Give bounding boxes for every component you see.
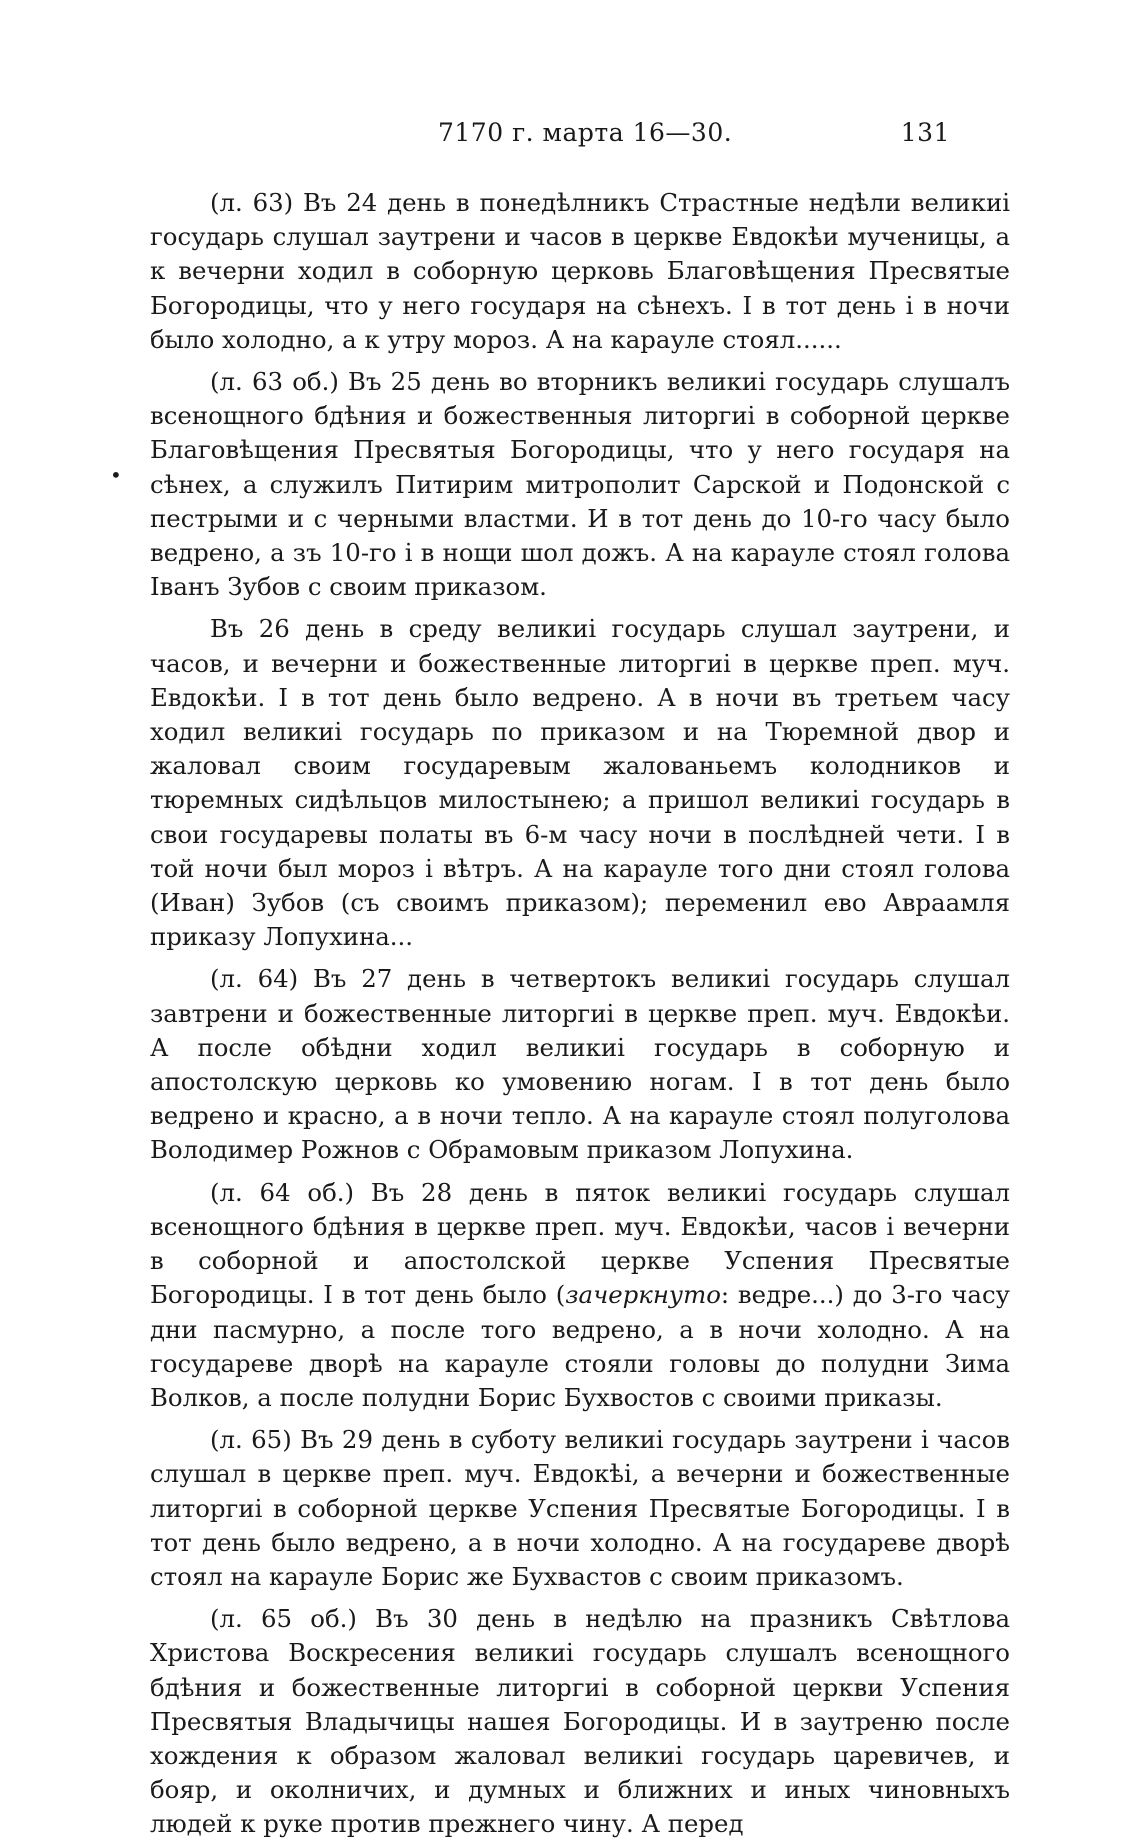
running-header [150, 110, 1010, 150]
paragraph-day-26: Въ 26 день в среду великиі государь слушал заутрени, и часов, и вечерни и божественные литоргиі в церкве преп. муч. Евдокѣи. І в тот день было ведрено. А в ночи въ третьем часу ходил великиі государь по приказом и на Тюремной двор и жаловал своим государевым жалованьемъ колодников и тюремных сидѣльцов милостынею; а пришол великиі государь в свои государевы полаты въ 6-м часу ночи в послѣдней чети. І в той ночи был мороз і вѣтръ. А на карауле того дни стоял голова (Иван) Зубов (съ своимъ приказом); переменил ево Авраамля приказу Лопухина... [150, 614, 1010, 952]
paragraph-leaf-64-verso [150, 1176, 1010, 1415]
paragraph-leaf-64: (л. 64) Въ 27 день в четвертокъ великиі государь слушал завтрени и божественные литоргиі в церкве преп. муч. Евдокѣи. А после обѣдни ходил великиі государь в соборную и апостолскую церковь ко умовению ногам. І в тот день было ведрено и красно, а в ночи тепло. А на карауле стоял полуголова Володимер Рожнов с Обрамовым приказом Лопухина. [150, 964, 1010, 1165]
paragraph-leaf-65: (л. 65) Въ 29 день в суботу великиі государь заутрени і часов слушал в церкве преп. муч. Евдокѣі, а вечерни и божественные литоргиі в соборной церкве Успения Пресвятые Богородицы. І в тот день было ведрено, а в ночи холодно. А на государеве дворѣ стоял на карауле Борис же Бухвастов с своим приказомъ. [150, 1425, 1010, 1591]
paragraph-leaf-64-verso-before: (л. 64 об.) Въ 28 день в пяток великиі государь слушал всенощного бдѣния в церкве преп. муч. Евдокѣи, часов і вечерни в соборной и апостолской церкве Успения Пресвятые Богородицы. І в тот день было ( [150, 1177, 1010, 1310]
paragraph-leaf-65-verso: (л. 65 об.) Въ 30 день в недѣлю на празникъ Свѣтлова Христова Воскресения великиі государь слушалъ всенощного бдѣния и божественные литоргиі в соборной церкви Успения Пресвятыя Владычицы нашея Богородицы. И в заутреню после хождения к образом жаловал великиі государь царевичев, и бояр, и околничих, и думных и ближних и иных чиновныхъ людей к руке против прежнего чину. А перед [150, 1604, 1010, 1839]
paragraph-leaf-64-verso-after: : ведре...) до 3-го часу дни пасмурно, а после того ведрено, а в ночи холодно. А на государеве дворѣ на карауле стояли головы до полудни Зима Волков, а после полудни Борис Бухвостов с своими приказы. [150, 1280, 1010, 1412]
page-number: 131 [900, 118, 950, 147]
paragraph-leaf-63: (л. 63) Въ 24 день в понедѣлникъ Страстные недѣли великиі государь слушал заутрени и часов в церкве Евдокѣи мученицы, а к вечерни ходил в соборную церковь Благовѣщения Пресвятые Богородицы, что у него государя на сѣнехъ. І в тот день і в ночи было холодно, а к утру мороз. А на карауле стоял...... [150, 188, 1010, 354]
book-page [150, 110, 1010, 1842]
paragraph-leaf-63-verso: (л. 63 об.) Въ 25 день во вторникъ великиі государь слушалъ всенощного бдѣния и божественныя литоргиі в соборной церкве Благовѣщения Пресвятыя Богородицы, что у него государя на сѣнех, а служилъ Питирим митрополит Сарской и Подонской с пестрыми и с черными властми. И в тот день до 10-го часу было ведрено, а зъ 10-го і в нощи шол дожъ. А на карауле стоял голова Іванъ Зубов с своим приказом. [150, 367, 1010, 602]
editorial-note-struck-out: зачеркнуто [565, 1280, 721, 1310]
margin-dot-mark: • [110, 463, 122, 487]
body-text [150, 186, 1010, 1842]
running-title: 7170 г. марта 16—30. [438, 118, 733, 147]
